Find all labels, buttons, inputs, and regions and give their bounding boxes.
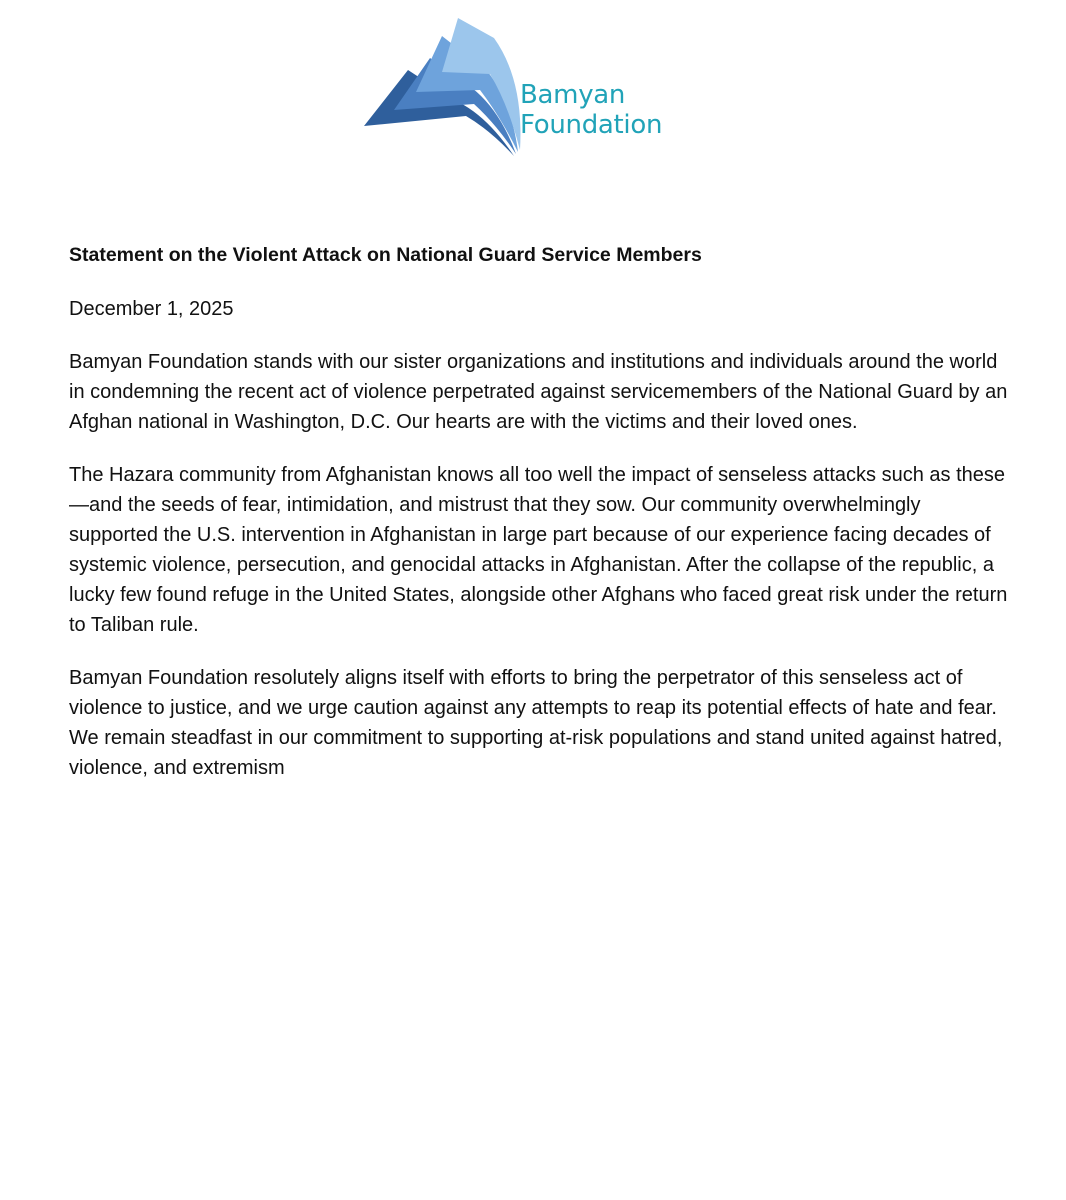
logo-name-line1: Bamyan — [520, 80, 626, 110]
statement-paragraph-2: The Hazara community from Afghanistan knows all too well the impact of senseless attacks such as these—and the seeds of fear, intimidation, and mistrust that they sow. Our community overwhelmingly supported the U.S. intervention in Afghanistan in large part because of our experience facing decades of systemic violence, persecution, and genocidal attacks in Afghanistan. After the collapse of the republic, a lucky few found refuge in the United States, alongside other Afghans who faced great risk under the return to Taliban rule. — [69, 464, 1008, 636]
statement-date: December 1, 2025 — [69, 298, 234, 320]
logo-wordmark — [520, 80, 662, 140]
book-pages-logo-icon — [362, 18, 522, 160]
statement-body — [69, 240, 1009, 783]
logo-name-line2: Foundation — [520, 110, 663, 140]
statement-title: Statement on the Violent Attack on National Guard Service Members — [69, 244, 702, 266]
statement-paragraph-3: Bamyan Foundation resolutely aligns itself with efforts to bring the perpetrator of this senseless act of violence to justice, and we urge caution against any attempts to reap its potential effects of hate and fear. We remain steadfast in our commitment to supporting at-risk populations and stand united against hatred, violence, and extremism — [69, 667, 1003, 779]
bamyan-foundation-logo — [362, 18, 682, 160]
statement-paragraph-1: Bamyan Foundation stands with our sister organizations and institutions and individuals around the world in condemning the recent act of violence perpetrated against servicemembers of the National Guard by an Afghan national in Washington, D.C. Our hearts are with the victims and their loved ones. — [69, 351, 1008, 433]
